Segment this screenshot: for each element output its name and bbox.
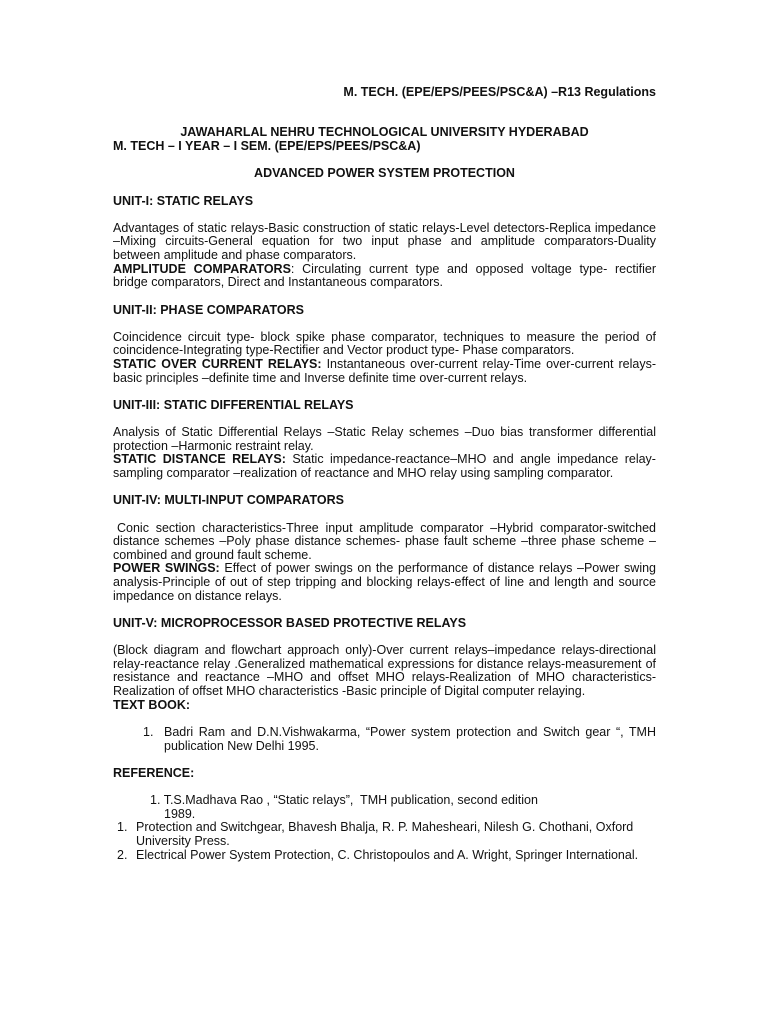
- unit-3-section: [113, 399, 656, 481]
- text-book-heading: TEXT BOOK:: [113, 697, 191, 712]
- subject-title: ADVANCED POWER SYSTEM PROTECTION: [254, 166, 515, 181]
- unit-4-section: [113, 494, 656, 603]
- unit-text-line: distance schemes –Poly phase distance schemes- phase fault scheme –three phase scheme –: [113, 534, 656, 549]
- text-book-item: [113, 726, 656, 753]
- unit-text-line: coincidence-Integrating type-Rectifier and Vector product type- Phase comparators.: [113, 343, 575, 358]
- topic-line: [113, 358, 656, 372]
- topic-text-line: impedance on distance relays.: [113, 588, 282, 603]
- unit-text-line: Analysis of Static Differential Relays –Static Relay schemes –Duo bias transformer differential: [113, 425, 656, 440]
- topic-text-line: bridge comparators, Direct and Instantaneous comparators.: [113, 275, 444, 290]
- list-number: 2.: [117, 847, 128, 862]
- unit-heading: UNIT-IV: MULTI-INPUT COMPARATORS: [113, 493, 345, 508]
- unit-heading: UNIT-II: PHASE COMPARATORS: [113, 302, 304, 317]
- topic-text: Static impedance-reactance–MHO and angle impedance relay-: [292, 452, 656, 467]
- course-line: M. TECH – I YEAR – I SEM. (EPE/EPS/PEES/PSC&A): [113, 139, 421, 153]
- reference-text: T.S.Madhava Rao , “Static relays”, TMH publication, second edition: [163, 793, 538, 807]
- topic-text-line: sampling comparator –realization of reactance and MHO relay using sampling comparator.: [113, 466, 614, 480]
- reference-item: [113, 821, 656, 848]
- topic-text-line: basic principles –definite time and Inverse definite time over-current relays.: [113, 370, 528, 385]
- text-book-line: publication New Delhi 1995.: [164, 738, 319, 753]
- university-name: JAWAHARLAL NEHRU TECHNOLOGICAL UNIVERSITY HYDERABAD: [180, 125, 589, 140]
- list-number: 1.: [150, 793, 161, 807]
- list-number: 1.: [117, 820, 128, 835]
- topic-label: STATIC OVER CURRENT RELAYS:: [113, 357, 322, 371]
- reference-line: 1989.: [164, 806, 196, 821]
- unit-text-line: Realization of offset MHO characteristics -Basic principle of Digital computer relaying.: [113, 684, 586, 698]
- reference-line: University Press.: [136, 833, 230, 848]
- reference-line: [113, 794, 656, 808]
- topic-text-line: analysis-Principle of out of step tripping and blocking relays-effect of line and length and source: [113, 575, 656, 589]
- unit-text-line: protection –Harmonic restraint relay.: [113, 438, 314, 453]
- reference-line: Electrical Power System Protection, C. Christopoulos and A. Wright, Springer International.: [136, 847, 639, 862]
- unit-text-line: resistance and reactance –MHO and offset MHO relays-Realization of MHO characteristics-: [113, 670, 656, 685]
- unit-2-section: [113, 304, 656, 386]
- topic-label: POWER SWINGS:: [113, 561, 220, 576]
- unit-text-line: between amplitude and phase comparators.: [113, 248, 357, 262]
- reference-item: [113, 794, 656, 821]
- syllabus-page: [113, 86, 656, 863]
- topic-line: [113, 562, 656, 576]
- unit-text-line: –Mixing circuits-General equation for two input phase and amplitude comparators-Duality: [113, 234, 656, 249]
- reference-line: Protection and Switchgear, Bhavesh Bhalja, R. P. Mahesheari, Nilesh G. Chothani, Oxford: [136, 820, 634, 835]
- reference-heading: REFERENCE:: [113, 765, 195, 780]
- topic-line: [113, 453, 656, 467]
- unit-text-line: Advantages of static relays-Basic construction of static relays-Level detectors-Replica impedance: [113, 220, 656, 235]
- topic-text: : Circulating current type and opposed voltage type- rectifier: [290, 261, 656, 276]
- unit-text-line: relay-reactance relay .Generalized mathematical expressions for distance relays-measurement of: [113, 656, 656, 671]
- unit-heading: UNIT-V: MICROPROCESSOR BASED PROTECTIVE RELAYS: [113, 615, 467, 630]
- reference-item: [113, 849, 656, 863]
- unit-text-line: (Block diagram and flowchart approach only)-Over current relays–impedance relays-directional: [113, 643, 656, 658]
- unit-heading: UNIT-III: STATIC DIFFERENTIAL RELAYS: [113, 397, 354, 412]
- topic-label: AMPLITUDE COMPARATORS: [113, 261, 291, 276]
- regulation-header: M. TECH. (EPE/EPS/PEES/PSC&A) –R13 Regulations: [343, 84, 656, 99]
- topic-text: Instantaneous over-current relay-Time over-current relays-: [326, 357, 656, 371]
- unit-text-line: combined and ground fault scheme.: [113, 547, 312, 562]
- text-book-line: Badri Ram and D.N.Vishwakarma, “Power system protection and Switch gear “, TMH: [164, 724, 656, 739]
- topic-label: STATIC DISTANCE RELAYS:: [113, 452, 286, 467]
- unit-text-line: Coincidence circuit type- block spike phase comparator, techniques to measure the period of: [113, 329, 656, 344]
- list-number: 1.: [143, 724, 154, 739]
- unit-heading: UNIT-I: STATIC RELAYS: [113, 193, 254, 208]
- topic-text: Effect of power swings on the performance of distance relays –Power swing: [224, 561, 656, 576]
- unit-5-section: [113, 617, 656, 699]
- unit-text-line: Conic section characteristics-Three input amplitude comparator –Hybrid comparator-switched: [117, 520, 656, 535]
- topic-line: [113, 263, 656, 277]
- unit-1-section: [113, 195, 656, 290]
